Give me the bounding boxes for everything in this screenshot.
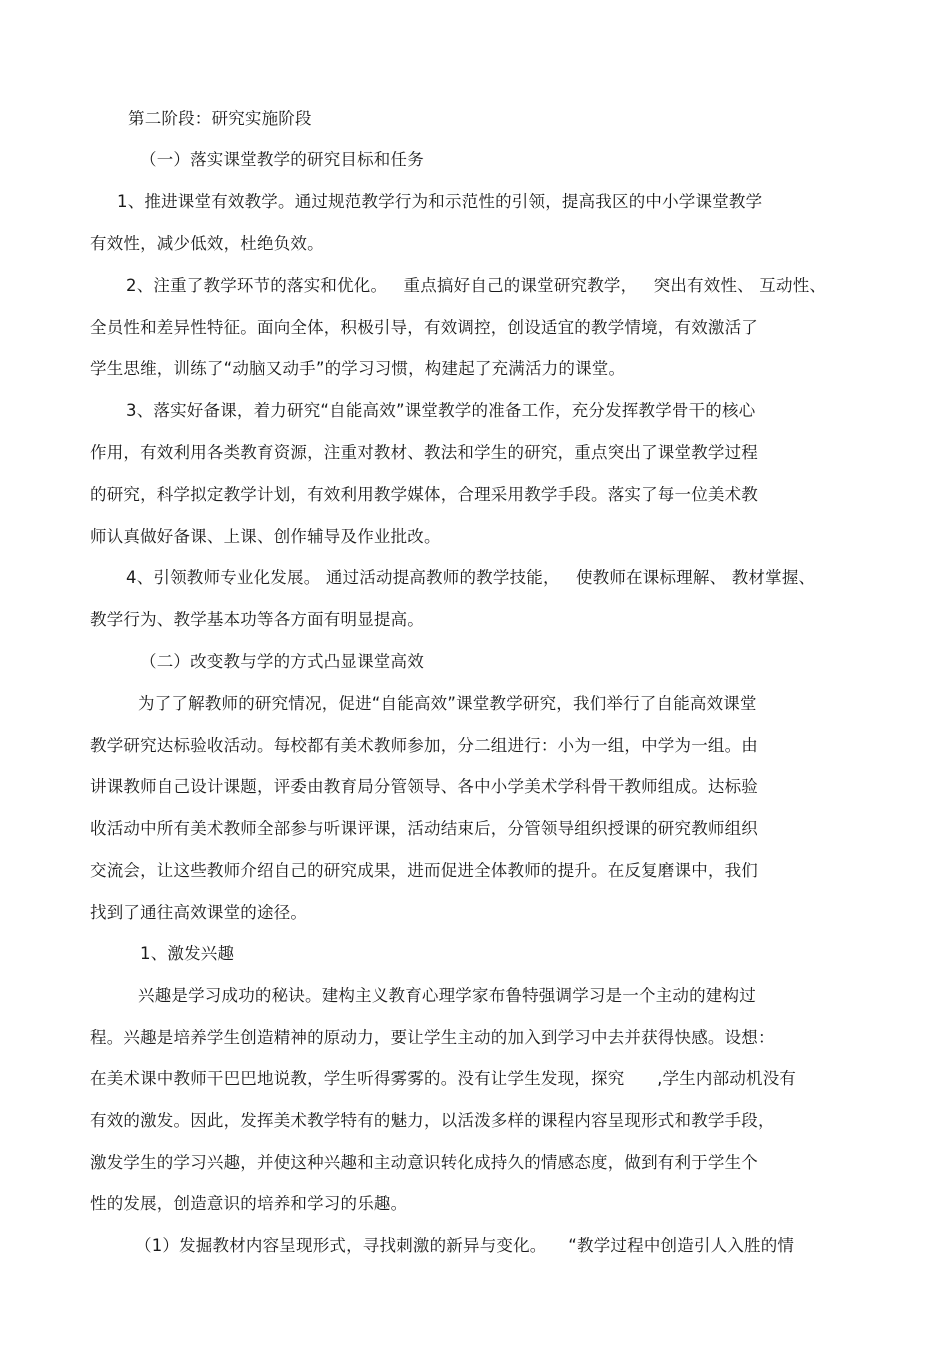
paragraph-line: 收活动中所有美术教师全部参与听课评课，活动结束后，分管领导组织授课的研究教师组织 (90, 819, 758, 838)
paragraph-line: 在美术课中教师干巴巴地说教，学生听得雾雾的。没有让学生发现，探究 ,学生内部动机没有 (90, 1069, 797, 1088)
paragraph-line: 学生思维，训练了“动脑又动手”的学习习惯，构建起了充满活力的课堂。 (90, 359, 626, 378)
paragraph-line: 找到了通往高效课堂的途径。 (90, 903, 308, 922)
section-heading-1: （一）落实课堂教学的研究目标和任务 (140, 150, 424, 169)
paragraph-line: 教学研究达标验收活动。每校都有美术教师参加，分二组进行：小为一组，中学为一组。由 (90, 736, 758, 755)
stage-heading: 第二阶段：研究实施阶段 (128, 109, 312, 128)
paragraph-line: 教学行为、教学基本功等各方面有明显提高。 (90, 610, 424, 629)
paragraph-line: 全员性和差异性特征。面向全体，积极引导，有效调控，创设适宜的教学情境，有效激活了 (90, 318, 758, 337)
paragraph-line: 1、推进课堂有效教学。通过规范教学行为和示范性的引领，提高我区的中小学课堂教学 (117, 192, 763, 211)
paragraph-line: 交流会，让这些教师介绍自己的研究成果，进而促进全体教师的提升。在反复磨课中，我们 (90, 861, 758, 880)
paragraph-line: 2、注重了教学环节的落实和优化。 重点搞好自己的课堂研究教学， 突出有效性、 互动性、 (126, 276, 827, 295)
paragraph-line: 讲课教师自己设计课题，评委由教育局分管领导、各中小学美术学科骨干教师组成。达标验 (90, 777, 758, 796)
paragraph-line: 性的发展，创造意识的培养和学习的乐趣。 (90, 1194, 408, 1213)
paragraph-line: 的研究，科学拟定教学计划，有效利用教学媒体，合理采用教学手段。落实了每一位美术教 (90, 485, 758, 504)
paragraph-line: 兴趣是学习成功的秘诀。建构主义教育心理学家布鲁特强调学习是一个主动的建构过 (138, 986, 756, 1005)
paragraph-line: 师认真做好备课、上课、创作辅导及作业批改。 (90, 527, 441, 546)
paragraph-line: 程。兴趣是培养学生创造精神的原动力，要让学生主动的加入到学习中去并获得快感。设想： (90, 1028, 775, 1047)
paragraph-line: 作用，有效利用各类教育资源，注重对教材、教法和学生的研究，重点突出了课堂教学过程 (90, 443, 758, 462)
paragraph-line: 3、落实好备课，着力研究“自能高效”课堂教学的准备工作，充分发挥教学骨干的核心 (126, 401, 756, 420)
section-heading-2: （二）改变教与学的方式凸显课堂高效 (140, 652, 424, 671)
paragraph-line: （1）发掘教材内容呈现形式，寻找刺激的新异与变化。 “教学过程中创造引人入胜的情 (135, 1236, 795, 1255)
paragraph-line: 有效的激发。因此，发挥美术教学特有的魅力，以活泼多样的课程内容呈现形式和教学手段， (90, 1111, 775, 1130)
paragraph-line: 4、引领教师专业化发展。 通过活动提高教师的教学技能， 使教师在课标理解、 教材掌握、 (126, 568, 816, 587)
paragraph-line: 有效性，减少低效，杜绝负效。 (90, 234, 324, 253)
paragraph-line: 为了了解教师的研究情况，促进“自能高效”课堂教学研究，我们举行了自能高效课堂 (138, 694, 757, 713)
paragraph-line: 激发学生的学习兴趣，并使这种兴趣和主动意识转化成持久的情感态度，做到有利于学生个 (90, 1153, 758, 1172)
subsection-heading: 1、激发兴趣 (140, 944, 235, 963)
